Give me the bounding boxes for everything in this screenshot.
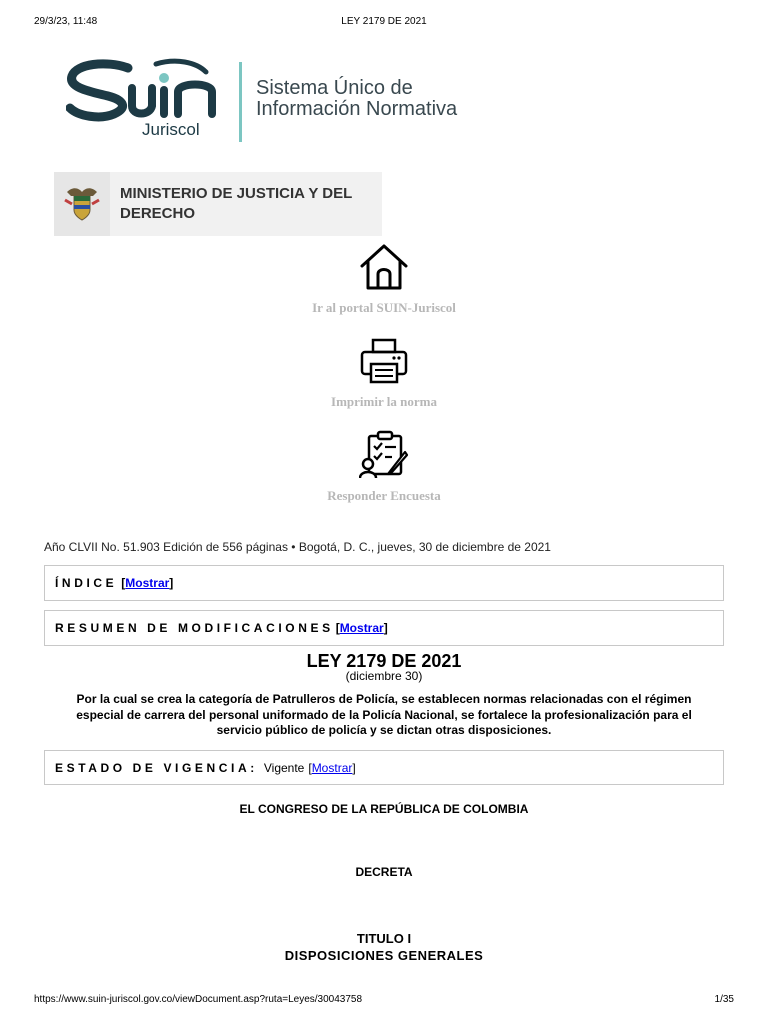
congress-heading: EL CONGRESO DE LA REPÚBLICA DE COLOMBIA	[239, 802, 529, 816]
modifications-show-link[interactable]: Mostrar	[339, 621, 384, 635]
publication-info: Año CLVII No. 51.903 Edición de 556 páginas • Bogotá, D. C., jueves, 30 de diciembre de 2021	[44, 540, 551, 554]
index-bracket-close: ]	[169, 576, 174, 590]
answer-survey-label: Responder Encuesta	[327, 488, 441, 503]
title-name: DISPOSICIONES GENERALES	[284, 948, 484, 963]
index-bracket-open: [	[121, 576, 126, 590]
logo-divider	[239, 62, 242, 142]
ministry-name: MINISTERIO DE JUSTICIA Y DEL DERECHO	[120, 185, 352, 222]
validity-bracket-open: [	[308, 760, 312, 775]
print-datetime: 29/3/23, 11:48	[34, 16, 98, 27]
index-box	[44, 565, 724, 601]
logo-tagline	[256, 78, 457, 120]
printer-icon	[359, 336, 409, 386]
print-url: https://www.suin-juriscol.gov.co/viewDocument.asp?ruta=Leyes/30043758	[34, 994, 363, 1005]
logo-juriscol-text: Juriscol	[142, 120, 200, 139]
validity-bracket-close: ]	[352, 760, 356, 775]
print-doc-title: LEY 2179 DE 2021	[341, 16, 427, 27]
index-label: ÍNDICE	[55, 576, 118, 590]
decreta-heading: DECRETA	[355, 865, 413, 879]
answer-survey-button[interactable]	[0, 430, 768, 504]
logo-tagline-line-2: Información Normativa	[256, 98, 458, 120]
print-header	[34, 16, 734, 30]
modifications-label: RESUMEN DE MODIFICACIONES	[55, 621, 334, 635]
ministry-banner[interactable]	[54, 172, 382, 236]
modifications-bracket-close: ]	[383, 621, 388, 635]
validity-status: Vigente	[263, 760, 305, 775]
survey-icon	[359, 430, 409, 480]
validity-box	[44, 750, 724, 785]
law-title: LEY 2179 DE 2021	[306, 651, 462, 671]
index-show-link[interactable]: Mostrar	[125, 576, 170, 590]
modifications-box	[44, 610, 724, 646]
validity-show-link[interactable]: Mostrar	[311, 760, 353, 775]
print-law-button[interactable]	[0, 336, 768, 410]
suin-juriscol-logo[interactable]	[66, 58, 496, 148]
print-footer	[34, 994, 734, 1008]
law-summary: Por la cual se crea la categoría de Patrulleros de Policía, se establecen normas relacionadas con el régimen especial de carrera del personal uniformado de la Policía Nacional, se fortalece la profesionalización para el servicio público de policía y se dictan otras disposiciones.	[76, 692, 692, 737]
validity-label: ESTADO DE VIGENCIA:	[55, 760, 258, 775]
logo-tagline-line-1: Sistema Único de	[256, 77, 413, 99]
title-number: TITULO I	[356, 931, 412, 946]
home-icon	[359, 242, 409, 292]
modifications-bracket-open: [	[335, 621, 340, 635]
go-to-portal-label: Ir al portal SUIN-Juriscol	[312, 300, 456, 315]
print-law-label: Imprimir la norma	[331, 394, 437, 409]
print-page-number: 1/35	[714, 994, 734, 1005]
law-date: (diciembre 30)	[345, 669, 423, 683]
go-to-portal-button[interactable]	[0, 242, 768, 316]
colombia-coat-of-arms-icon	[54, 172, 110, 236]
